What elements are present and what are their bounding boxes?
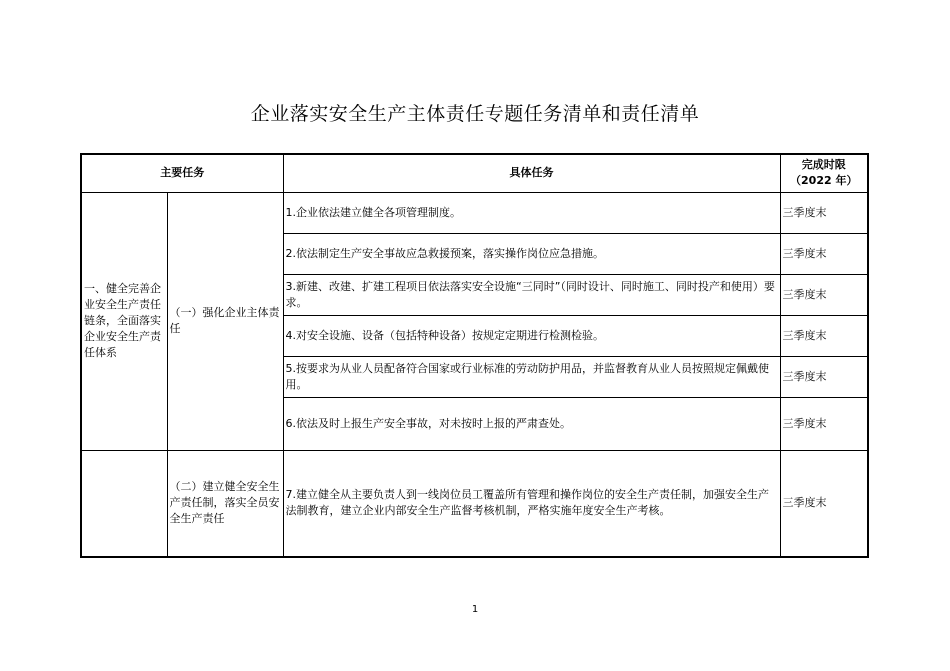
task-cell: 6.依法及时上报生产安全事故，对未按时上报的严肃查处。: [283, 397, 780, 450]
document-title: 企业落实安全生产主体责任专题任务清单和责任清单: [250, 103, 700, 125]
deadline-cell: 三季度末: [780, 397, 868, 450]
header-deadline: [780, 154, 868, 192]
table-header-row: [81, 154, 868, 192]
task-cell: 2.依法制定生产安全事故应急救援预案，落实操作岗位应急措施。: [283, 233, 780, 274]
task-table: [80, 153, 869, 558]
header-deadline-line2: （2022 年）: [790, 174, 858, 188]
task-cell: 1.企业依法建立健全各项管理制度。: [283, 192, 780, 233]
header-specific-task: 具体任务: [283, 154, 780, 192]
page-number: 1: [471, 604, 479, 615]
table-row: [81, 450, 868, 557]
category-cell: 一、健全完善企业安全生产责任链条，全面落实企业安全生产责任体系: [81, 192, 167, 450]
task-cell: 7.建立健全从主要负责人到一线岗位员工覆盖所有管理和操作岗位的安全生产责任制，加强安全生产法制教育，建立企业内部安全生产监督考核机制，严格实施年度安全生产考核。: [283, 450, 780, 557]
subcategory-cell: （二）建立健全安全生产责任制，落实全员安全生产责任: [167, 450, 283, 557]
task-cell: 5.按要求为从业人员配备符合国家或行业标准的劳动防护用品，并监督教育从业人员按照规定佩戴使用。: [283, 356, 780, 397]
header-deadline-line1: 完成时限: [801, 158, 846, 172]
deadline-cell: 三季度末: [780, 356, 868, 397]
deadline-cell: 三季度末: [780, 315, 868, 356]
deadline-cell: 三季度末: [780, 233, 868, 274]
deadline-cell: 三季度末: [780, 450, 868, 557]
task-cell: 3.新建、改建、扩建工程项目依法落实安全设施“三同时”（同时设计、同时施工、同时投产和使用）要求。: [283, 274, 780, 315]
deadline-cell: 三季度末: [780, 192, 868, 233]
category-cell-empty: [81, 450, 167, 557]
subcategory-cell: （一）强化企业主体责任: [167, 192, 283, 450]
deadline-cell: 三季度末: [780, 274, 868, 315]
table-row: [81, 192, 868, 233]
task-cell: 4.对安全设施、设备（包括特种设备）按规定定期进行检测检验。: [283, 315, 780, 356]
header-main-task: 主要任务: [81, 154, 283, 192]
